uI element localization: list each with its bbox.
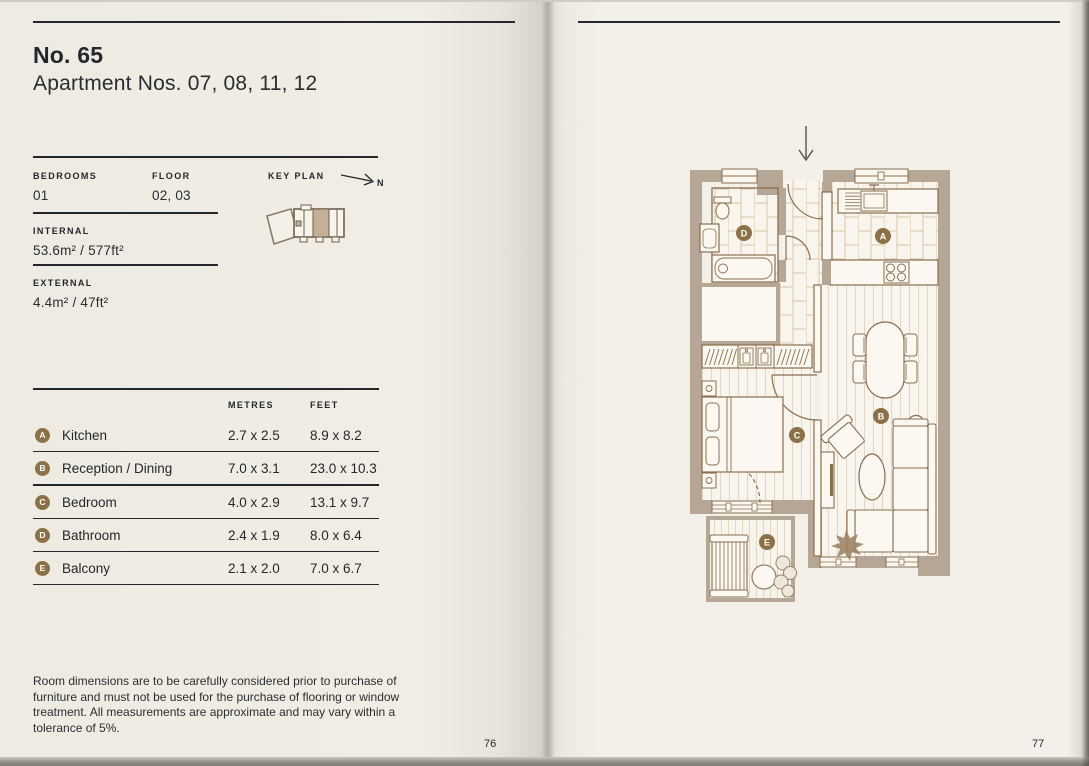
room-feet: 8.9 x 8.2 — [310, 427, 362, 443]
room-metres: 2.7 x 2.5 — [228, 427, 280, 443]
page-title: No. 65 — [33, 42, 104, 68]
spread-right-edge — [1081, 0, 1089, 766]
cabinet-icon — [740, 348, 753, 365]
room-feet: 7.0 x 6.7 — [310, 560, 362, 576]
metres-header: METRES — [228, 400, 274, 410]
table-row — [33, 419, 379, 451]
dining-table-icon — [866, 322, 904, 398]
external-value: 4.4m² / 47ft² — [33, 295, 109, 310]
room-metres: 4.0 x 2.9 — [228, 494, 280, 510]
page-number-left: 76 — [484, 738, 497, 750]
room-name: Bathroom — [62, 527, 121, 543]
table-row — [33, 551, 379, 585]
marker-reception-letter: B — [877, 411, 885, 422]
bedroom-reception-wall-upper — [814, 285, 821, 372]
page-number-right: 77 — [1032, 738, 1045, 750]
marker-bathroom-letter: D — [740, 228, 748, 239]
top-rule-left — [33, 21, 515, 23]
nightstand-icon — [702, 381, 716, 396]
bedrooms-label: BEDROOMS — [33, 171, 98, 181]
page-subtitle: Apartment Nos. 07, 08, 11, 12 — [33, 72, 318, 95]
hall-floor — [783, 180, 823, 283]
north-letter: N — [377, 178, 384, 188]
room-metres: 2.1 x 2.0 — [228, 560, 280, 576]
bedroom-window — [712, 501, 772, 513]
bathtub-icon — [712, 255, 775, 282]
north-arrow — [340, 168, 388, 194]
floor-value: 02, 03 — [152, 188, 191, 203]
meta-rule-top — [33, 156, 378, 158]
room-metres: 2.4 x 1.9 — [228, 527, 280, 543]
disclaimer-text: Room dimensions are to be carefully considered prior to purchase of furniture and must not be used for the purchase of flooring or window treatment. All measurements are approximate and may vary within a tolerance of 5%. — [33, 674, 400, 735]
kitchen-hall-wall — [822, 192, 832, 260]
floor-plan — [653, 110, 987, 655]
room-feet: 13.1 x 9.7 — [310, 494, 370, 510]
toilet-icon — [714, 197, 731, 203]
feet-header: FEET — [310, 400, 339, 410]
nightstand-icon — [702, 473, 716, 488]
external-label: EXTERNAL — [33, 278, 93, 288]
room-name: Reception / Dining — [62, 460, 173, 476]
bedroom-reception-wall-lower — [814, 420, 821, 556]
marker-kitchen-letter: A — [879, 231, 887, 242]
coffee-table-icon — [859, 454, 885, 500]
key-plan-drawing — [264, 202, 352, 250]
table-row — [33, 518, 379, 551]
room-name: Kitchen — [62, 427, 108, 443]
floor-label: FLOOR — [152, 171, 191, 181]
lounge-chair-icon — [710, 535, 748, 597]
room-name: Balcony — [62, 560, 111, 576]
page-left — [0, 0, 547, 760]
meta-rule-2 — [33, 212, 218, 214]
page-gutter — [541, 0, 555, 760]
table-row — [33, 451, 379, 486]
tv-icon — [830, 464, 833, 496]
bedroom-furniture — [702, 381, 783, 488]
marker-balcony-letter: E — [763, 537, 771, 548]
wardrobe — [702, 345, 812, 368]
dimensions-table-header — [33, 390, 379, 419]
internal-value: 53.6m² / 577ft² — [33, 243, 124, 258]
cabinet-icon — [758, 348, 771, 365]
bedrooms-value: 01 — [33, 188, 49, 203]
storage-cupboard — [700, 285, 778, 343]
room-feet: 8.0 x 6.4 — [310, 527, 362, 543]
marker-bedroom-letter: C — [793, 430, 801, 441]
room-name: Bedroom — [62, 494, 117, 510]
meta-rule-3 — [33, 264, 218, 266]
room-key-badge: A — [35, 428, 50, 443]
dimensions-table — [33, 388, 379, 585]
room-metres: 7.0 x 3.1 — [228, 460, 280, 476]
room-key-badge: E — [35, 561, 50, 576]
room-key-badge: C — [35, 495, 50, 510]
spread-bottom-edge — [0, 757, 1089, 766]
room-key-badge: D — [35, 528, 50, 543]
internal-label: INTERNAL — [33, 226, 90, 236]
table-row — [33, 486, 379, 518]
spread-top-edge — [0, 0, 1089, 2]
key-plan-label: KEY PLAN — [268, 171, 325, 181]
balcony-table-icon — [752, 565, 776, 589]
room-key-badge: B — [35, 461, 50, 476]
room-feet: 23.0 x 10.3 — [310, 460, 377, 476]
top-rule-right — [578, 21, 1060, 23]
entry-arrow-icon — [799, 126, 813, 160]
